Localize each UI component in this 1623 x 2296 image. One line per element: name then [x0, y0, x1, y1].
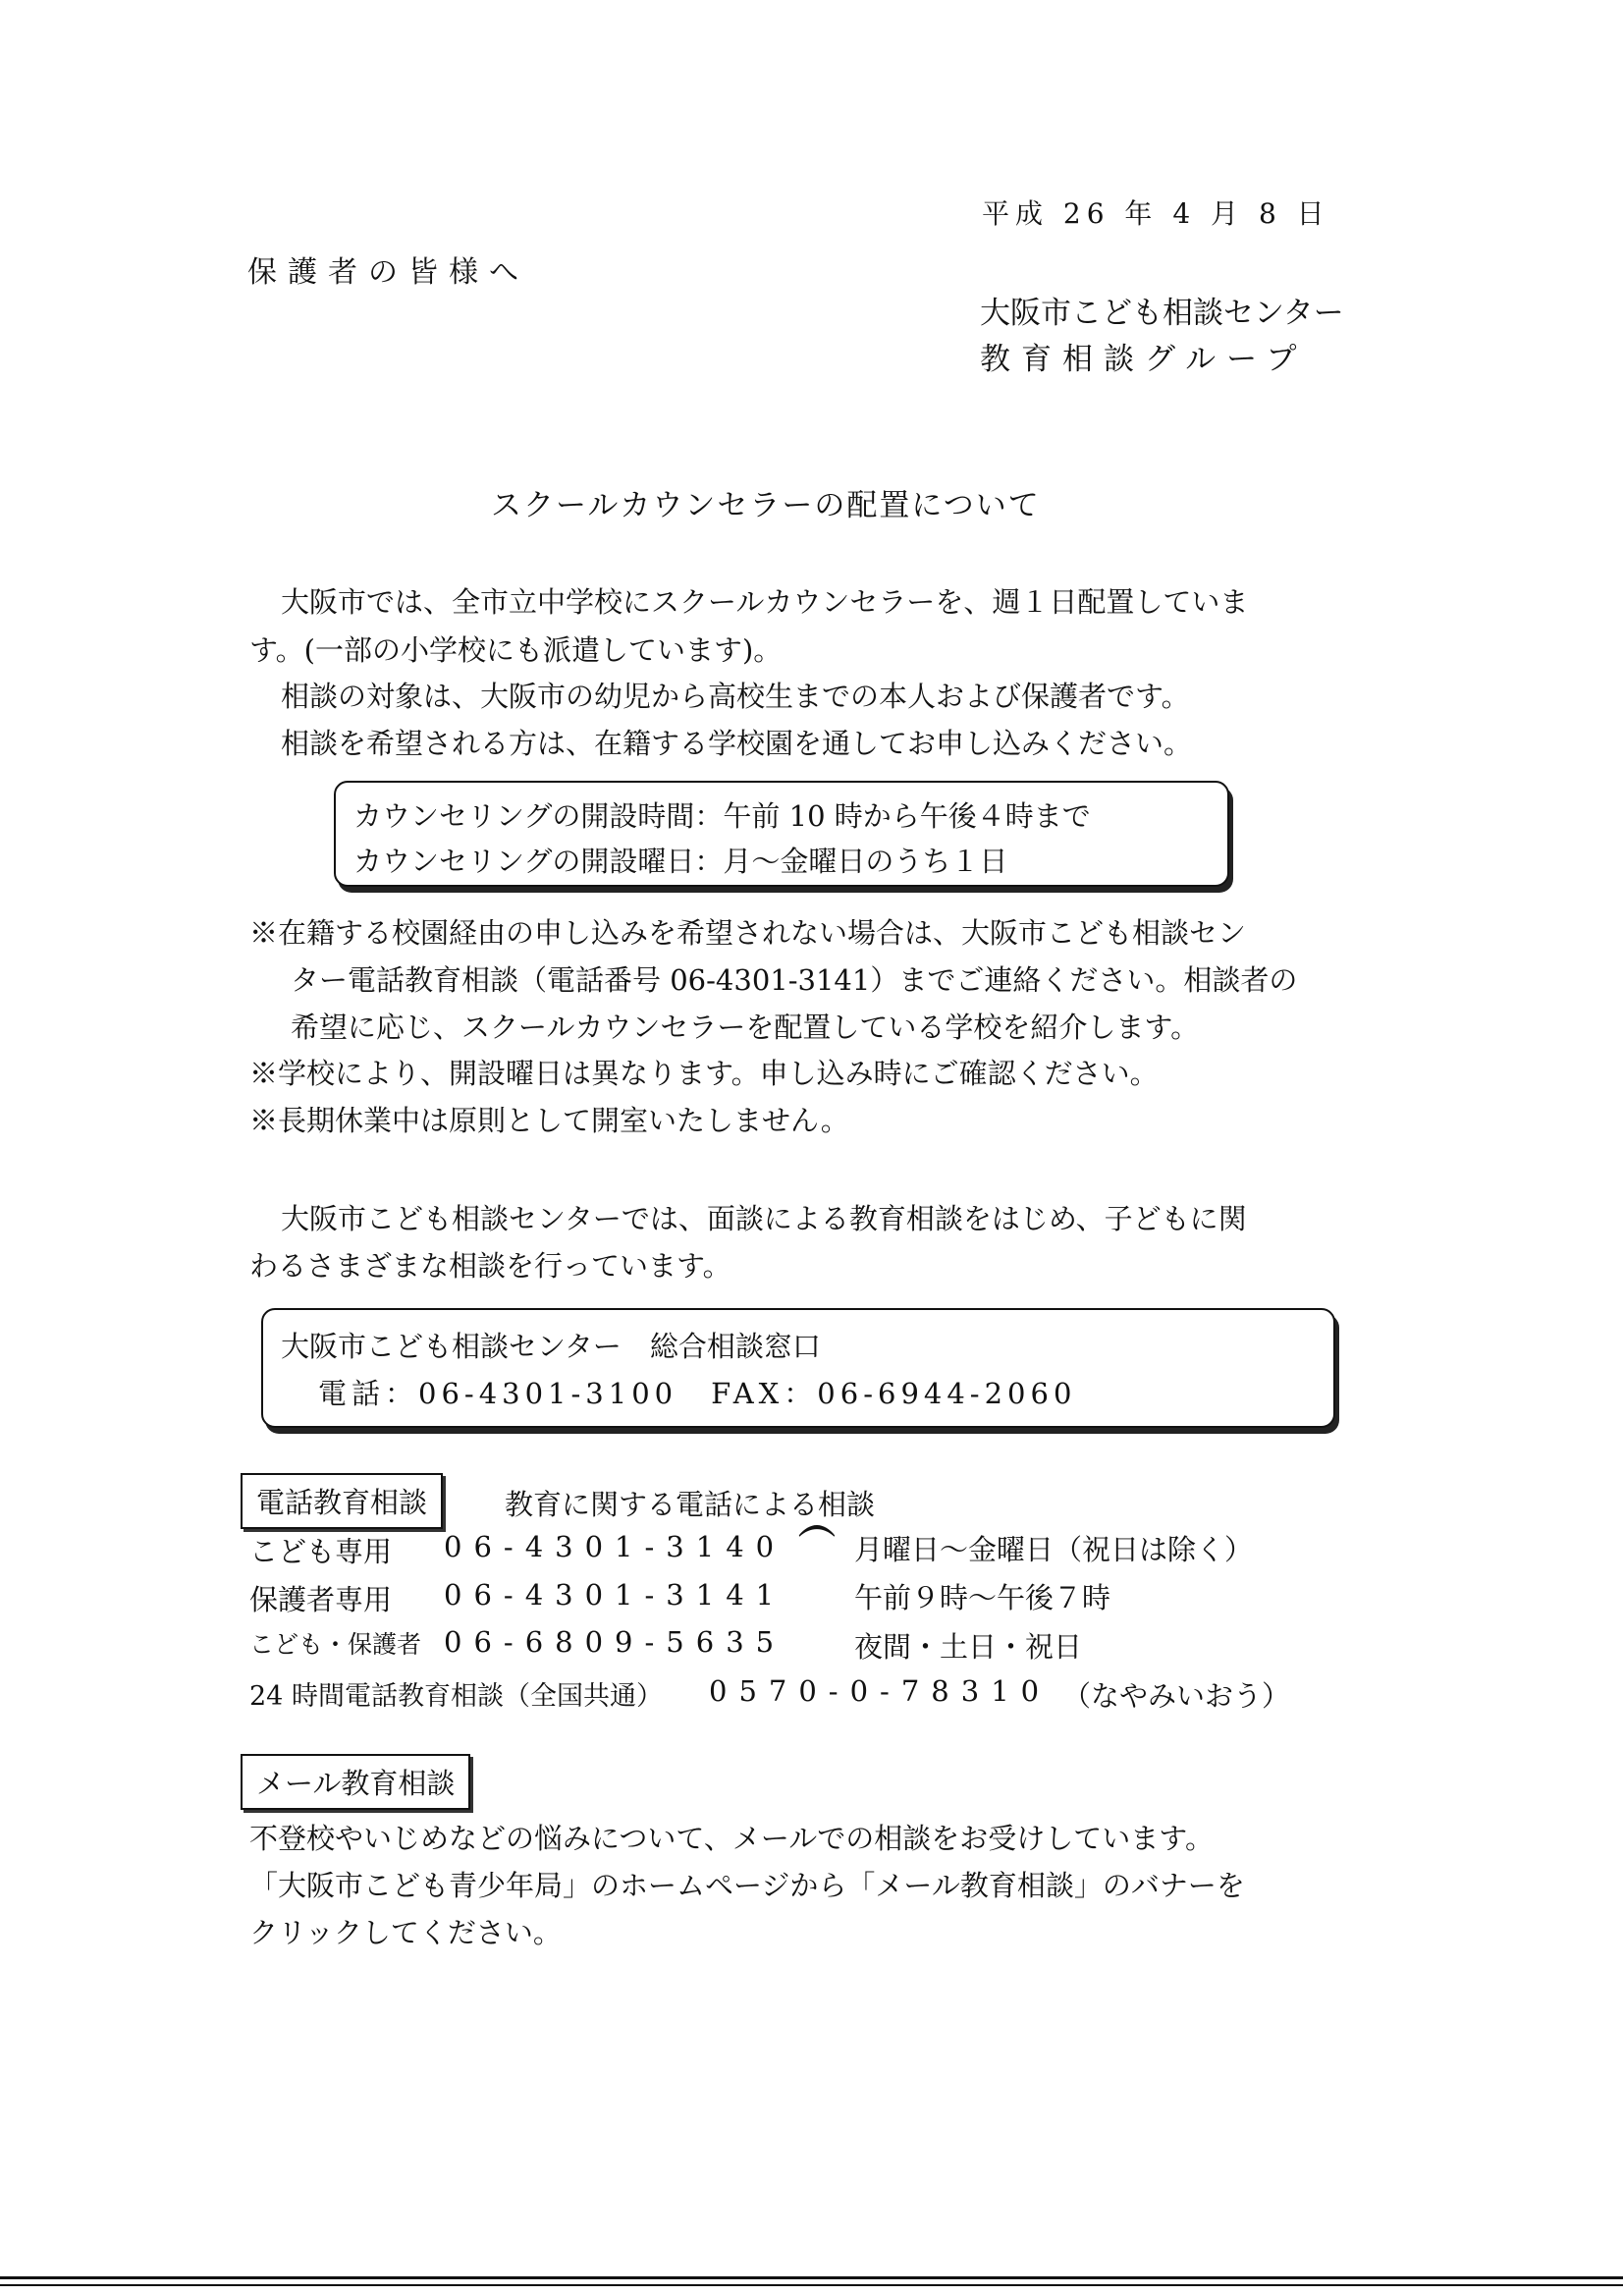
note-3: ※長期休業中は原則として開室いたしません。: [249, 1104, 849, 1137]
note-1-line-3: 希望に応じ、スクールカウンセラーを配置している学校を紹介します。: [291, 1011, 1200, 1044]
phone-row-both-who: こども・保護者: [249, 1630, 422, 1659]
national-line-reading: （なやみいおう）: [1062, 1679, 1291, 1713]
bracket: ⌒: [798, 1521, 836, 1599]
page-title: スクールカウンセラーの配置について: [491, 488, 1041, 523]
center-box: [261, 1308, 1335, 1428]
national-line-number: 0570-0-78310: [709, 1674, 1052, 1708]
phone-row-parent-number: 06-4301-3141: [444, 1578, 786, 1612]
center-name: 大阪市こども相談センター 総合相談窓口: [281, 1330, 821, 1363]
phone-row-both-note: 夜間・土日・祝日: [854, 1630, 1083, 1664]
counseling-days: カウンセリングの開設曜日：月～金曜日のうち１日: [353, 845, 1008, 878]
mail-line-2: 「大阪市こども青少年局」のホームページから「メール教育相談」のバナーを: [249, 1869, 1245, 1902]
phone-section-label: 電話教育相談: [241, 1473, 443, 1529]
phone-section-description: 教育に関する電話による相談: [505, 1488, 876, 1521]
intro-line-3: 相談の対象は、大阪市の幼児から高校生までの本人および保護者です。: [281, 680, 1190, 713]
date: 平成 26 年 4 月 8 日: [982, 197, 1330, 230]
center-intro-line-1: 大阪市こども相談センターでは、面談による教育相談をはじめ、子どもに関: [281, 1202, 1247, 1235]
bottom-rule-thin: [0, 2284, 1623, 2286]
intro-line-1: 大阪市では、全市立中学校にスクールカウンセラーを、週１日配置していま: [281, 585, 1249, 619]
counseling-box: [334, 781, 1229, 887]
note-1-line-2: ター電話教育相談（電話番号 06-4301-3141）までご連絡ください。相談者の: [291, 963, 1298, 997]
bottom-rule: [0, 2276, 1623, 2279]
phone-row-child-note: 月曜日～金曜日（祝日は除く）: [854, 1533, 1254, 1566]
mail-section-label: メール教育相談: [241, 1754, 470, 1810]
note-2: ※学校により、開設曜日は異なります。申し込み時にご確認ください。: [249, 1057, 1159, 1090]
sender-group: 教育相談グループ: [980, 342, 1308, 377]
phone-row-child-number: 06-4301-3140: [444, 1530, 786, 1563]
intro-line-2: す。(一部の小学校にも派遣しています)。: [249, 633, 783, 667]
center-intro-line-2: わるさまざまな相談を行っています。: [249, 1249, 731, 1283]
recipient: 保護者の皆様へ: [247, 255, 529, 290]
phone-row-child-who: こども専用: [249, 1535, 393, 1568]
national-line-label: 24 時間電話教育相談（全国共通）: [249, 1681, 663, 1712]
phone-row-both-number: 06-6809-5635: [444, 1625, 786, 1659]
mail-line-1: 不登校やいじめなどの悩みについて、メールでの相談をお受けしています。: [249, 1822, 1214, 1855]
counseling-hours: カウンセリングの開設時間：午前 10 時から午後４時まで: [353, 799, 1091, 833]
center-contact: 電話：06-4301-3100 FAX：06-6944-2060: [318, 1377, 1077, 1410]
phone-row-parent-note: 午前９時～午後７時: [854, 1581, 1111, 1614]
sender-org: 大阪市こども相談センター: [980, 296, 1344, 331]
mail-line-3: クリックしてください。: [249, 1916, 562, 1949]
note-1-line-1: ※在籍する校園経由の申し込みを希望されない場合は、大阪市こども相談セン: [249, 916, 1247, 950]
intro-line-4: 相談を希望される方は、在籍する学校園を通してお申し込みください。: [281, 727, 1193, 760]
phone-row-parent-who: 保護者専用: [249, 1583, 393, 1616]
